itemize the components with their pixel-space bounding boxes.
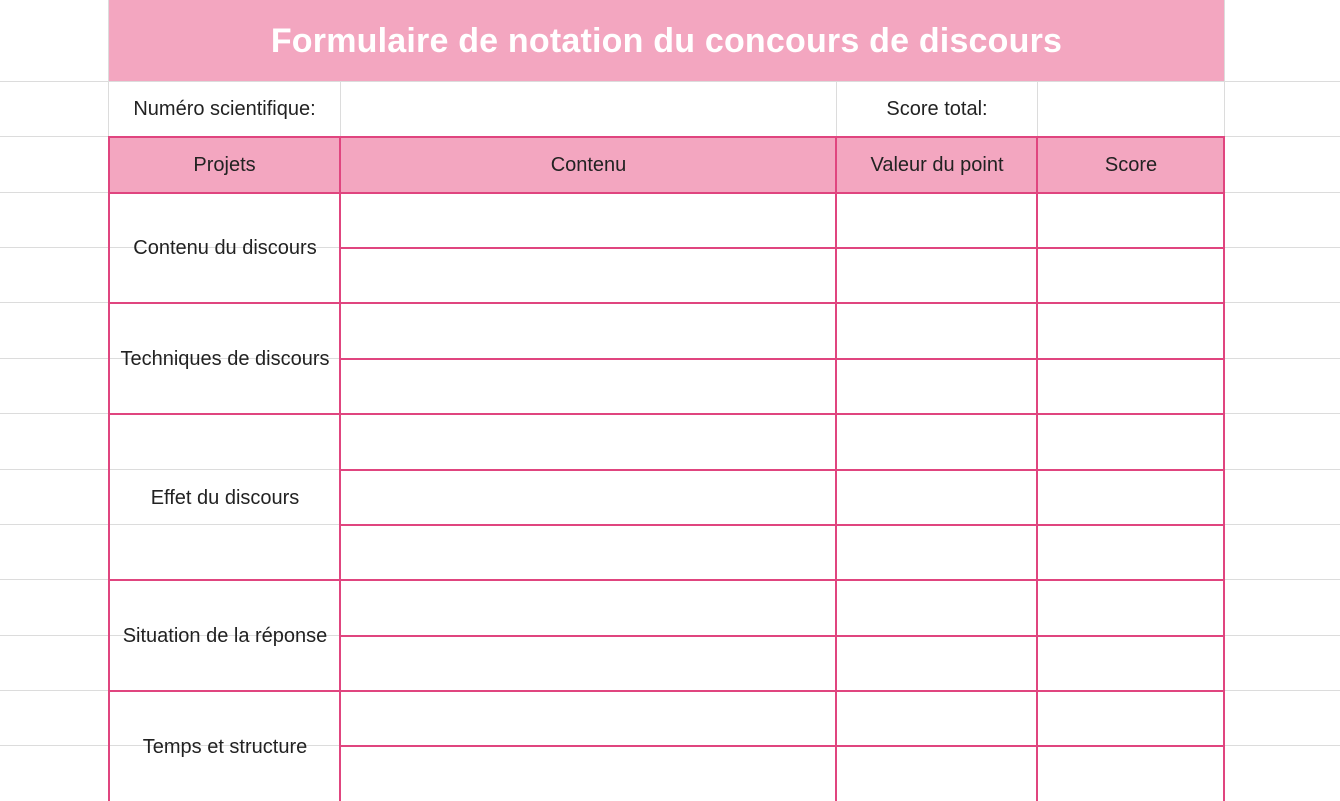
table-border: [109, 136, 1225, 138]
table-border: [835, 136, 837, 801]
table-border: [340, 745, 1225, 747]
project-label[interactable]: Effet du discours: [150, 486, 300, 509]
student-number-input[interactable]: [341, 82, 836, 136]
table-border: [109, 413, 1225, 415]
project-label[interactable]: Temps et structure: [142, 736, 308, 758]
table-border: [340, 635, 1225, 637]
cell-divider: [836, 82, 837, 136]
column-header-projects[interactable]: Projets: [109, 137, 340, 192]
column-header-score[interactable]: Score: [1038, 137, 1224, 192]
table-border: [1036, 136, 1038, 801]
project-label[interactable]: Contenu du discours: [133, 237, 317, 259]
table-border: [108, 136, 110, 801]
table-border: [109, 302, 1225, 304]
table-border: [109, 192, 1225, 194]
table-border: [340, 247, 1225, 249]
total-score-label: Score total:: [837, 82, 1037, 136]
column-header-point-value[interactable]: Valeur du point: [837, 137, 1037, 192]
project-label[interactable]: Techniques de discours: [120, 348, 330, 370]
table-border: [1223, 136, 1225, 801]
cell-divider: [340, 82, 341, 136]
column-header-content[interactable]: Contenu: [341, 137, 836, 192]
total-score-input[interactable]: [1038, 82, 1224, 136]
form-title: Formulaire de notation du concours de discours: [109, 0, 1224, 81]
project-label[interactable]: Situation de la réponse: [122, 625, 328, 647]
table-border: [340, 469, 1225, 471]
table-border: [340, 358, 1225, 360]
student-number-label: Numéro scientifique:: [109, 82, 340, 136]
table-border: [109, 690, 1225, 692]
table-border: [340, 524, 1225, 526]
table-border: [109, 579, 1225, 581]
table-border: [339, 136, 341, 801]
cell-divider: [1037, 82, 1038, 136]
